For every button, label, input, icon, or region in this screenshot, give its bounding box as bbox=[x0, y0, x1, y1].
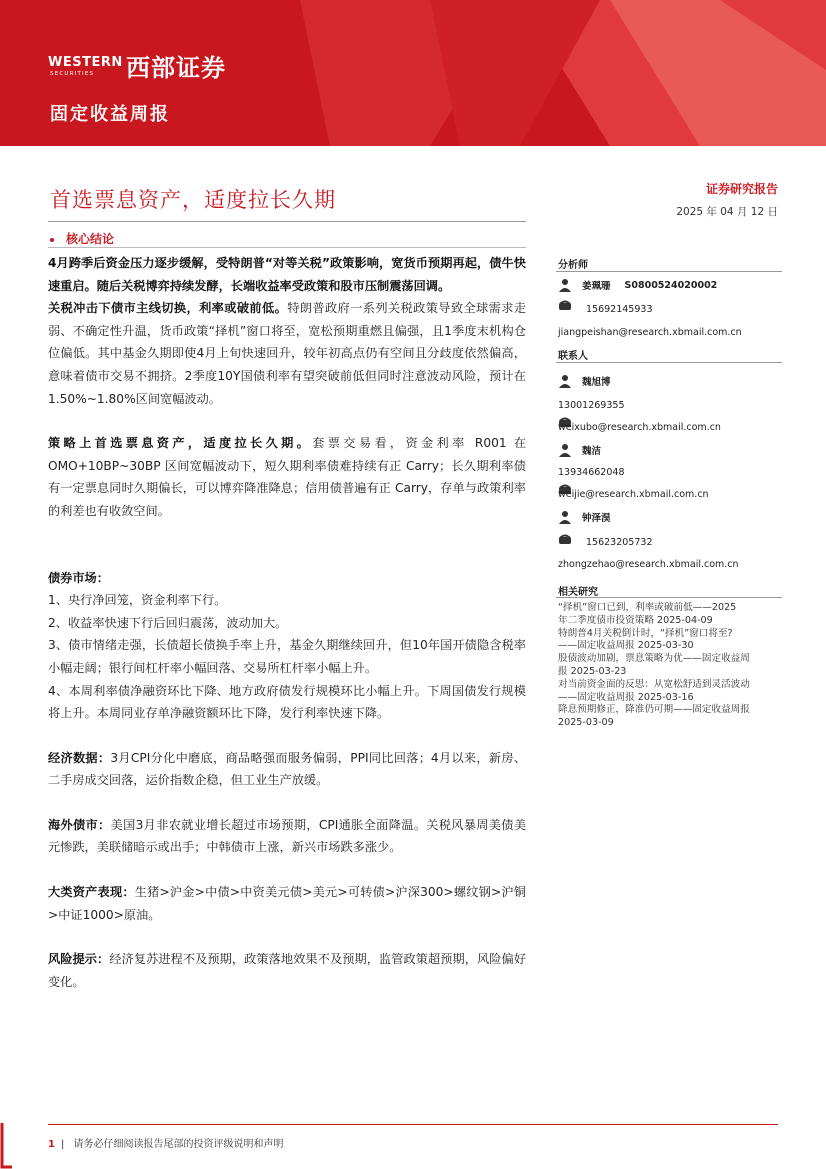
person-icon bbox=[558, 374, 572, 388]
footer: 1 | 请务必仔细阅读报告尾部的投资评级说明和声明 bbox=[48, 1139, 284, 1150]
related-item[interactable]: ——固定收益周报 2025-03-30 bbox=[558, 640, 694, 652]
contact-phone: 13934662048 bbox=[558, 467, 625, 478]
header-banner bbox=[0, 0, 826, 146]
related-item[interactable]: 2025-03-09 bbox=[558, 717, 614, 729]
bond-item: 3、债市情绪走强，长债超长债换手率上升，基金久期继续回升，但10年国开债隐含税率小幅走阔；银行间杠杆率小幅回落、交易所杠杆率小幅上升。 bbox=[48, 638, 526, 675]
bond-item: 4、本周利率债净融资环比下降、地方政府债发行规模环比小幅上升。下周国债发行规模将上升。本周同业存单净融资额环比下降，发行利率快速下降。 bbox=[48, 683, 526, 721]
analyst-name: 姜珮珊 bbox=[582, 281, 611, 292]
footer-disclaimer: 请务必仔细阅读报告尾部的投资评级说明和声明 bbox=[73, 1139, 284, 1150]
related-research-list bbox=[558, 602, 784, 730]
related-item[interactable]: 特朗普4月关税倒计时，“择机”窗口将至? bbox=[558, 627, 733, 639]
contact-heading: 联系人 bbox=[558, 351, 588, 362]
bullet-icon bbox=[50, 238, 54, 242]
analyst-heading: 分析师 bbox=[558, 260, 588, 271]
contact-email[interactable]: weijie@research.xbmail.com.cn bbox=[558, 489, 709, 500]
person-icon bbox=[558, 510, 572, 524]
contact-phone: 15623205732 bbox=[586, 537, 653, 548]
paragraph-overseas: 海外债市：美国3月非农就业增长超过市场预期，CPI通胀全面降温。关税风暴周美债美元惨跌，美联储暗示或出手；中韩债市上涨，新兴市场跌多涨少。 bbox=[48, 817, 527, 855]
related-item[interactable]: 报 2025-03-23 bbox=[558, 665, 627, 677]
contact-email[interactable]: zhongzehao@research.xbmail.com.cn bbox=[558, 559, 739, 570]
related-item[interactable]: 降息预期修正，降准仍可期——固定收益周报 bbox=[558, 704, 750, 716]
contact-name: 魏旭博 bbox=[582, 377, 611, 388]
report-type: 固定收益周报 bbox=[50, 104, 170, 125]
logo-chinese: 西部证券 bbox=[126, 54, 226, 82]
logo-subtitle: SECURITIES bbox=[50, 70, 95, 77]
paragraph-assets: 大类资产表现：生猪>沪金>中债>中资美元债>美元>可转债>沪深300>螺纹钢>沪铜>中证1000>原油。 bbox=[48, 885, 526, 922]
contact-email[interactable]: weixubo@research.xbmail.com.cn bbox=[558, 422, 721, 433]
doc-label: 证券研究报告 bbox=[705, 182, 778, 196]
analyst-email[interactable]: jiangpeishan@research.xbmail.com.cn bbox=[558, 327, 742, 338]
corner-decoration bbox=[0, 1123, 12, 1169]
phone-icon bbox=[558, 533, 572, 545]
bond-heading: 债券市场： bbox=[48, 570, 109, 585]
company-logo bbox=[48, 48, 226, 83]
footer-divider bbox=[48, 1124, 778, 1125]
related-divider bbox=[556, 597, 782, 598]
person-icon bbox=[558, 443, 572, 457]
bond-item: 2、收益率快速下行后回归震荡，波动加大。 bbox=[48, 615, 288, 630]
paragraph-risk: 风险提示：经济复苏进程不及预期，政策落地效果不及预期，监管政策超预期，风险偏好变化。 bbox=[48, 952, 527, 989]
contact-name-row bbox=[558, 374, 611, 388]
analyst-phone: 15692145933 bbox=[586, 304, 653, 315]
bond-item: 1、央行净回笼，资金利率下行。 bbox=[48, 593, 227, 608]
paragraph-summary: 4月跨季后资金压力逐步缓解，受特朗普“对等关税”政策影响，宽货币预期再起，债牛快速重启。随后关税博弈持续发酵，长端收益率受政策和股市压制震荡回调。 bbox=[48, 256, 526, 293]
related-item[interactable]: ——固定收益周报 2025-03-16 bbox=[558, 691, 694, 703]
contact-name: 魏洁 bbox=[582, 446, 602, 457]
report-title: 首选票息资产，适度拉长久期 bbox=[50, 188, 336, 212]
contact-divider bbox=[556, 362, 782, 363]
related-item[interactable]: 年二季度债市投资策略 2025-04-09 bbox=[558, 614, 713, 626]
title-divider bbox=[48, 221, 526, 222]
core-heading: 核心结论 bbox=[50, 230, 114, 247]
core-divider bbox=[48, 247, 526, 248]
related-item[interactable]: 对当前资金面的反思：从宽松舒适到灵活波动 bbox=[558, 678, 750, 690]
analyst-divider bbox=[556, 271, 782, 272]
related-item[interactable]: 股债波动加剧，票息策略为优——固定收益周 bbox=[558, 653, 750, 665]
paragraph-tariff: 关税冲击下债市主线切换，利率或破前低。特朗普政府一系列关税政策导致全球需求走弱、不确定性升温，货币政策“择机”窗口将至，宽松预期重燃且偏强，且1季度末机构仓位偏低。其中基金久期即使4月上旬快速回升，较年初高点仍有空间且分歧度依然偏高，意味着债市交易不拥挤。2季度10Y国债利率有望突破前低但同时注意波动风险，预计在 1.50%~1.80%区间宽幅波动。 bbox=[48, 301, 527, 406]
doc-date: 2025 年 04 月 12 日 bbox=[676, 206, 778, 218]
related-heading: 相关研究 bbox=[558, 587, 598, 598]
person-icon bbox=[558, 278, 572, 292]
paragraph-econ: 经济数据：3月CPI分化中磨底，商品略强而服务偏弱，PPI同比回落；4月以来，新房、二手房成交回落，运价指数企稳，但工业生产放缓。 bbox=[48, 750, 527, 788]
contact-phone: 13001269355 bbox=[558, 400, 625, 411]
analyst-name-row bbox=[558, 278, 717, 292]
phone-icon bbox=[558, 299, 572, 311]
paragraph-strategy: 策略上首选票息资产，适度拉长久期。套票交易看，资金利率 R001 在 OMO+10BP~30BP 区间宽幅波动下，短久期利率债难持续有正 Carry；长久期利率债有一定票息同时久期偏长，可以博弈降准降息；信用债普遍有正 Carry，存单与政策利率的利差也有收敛空间。 bbox=[48, 436, 527, 518]
logo-english: WESTERN bbox=[48, 54, 123, 70]
related-item[interactable]: “择机”窗口已到，利率或破前低——2025 bbox=[558, 602, 737, 613]
contact-name-row bbox=[558, 510, 611, 524]
contact-name: 钟泽淏 bbox=[582, 513, 611, 524]
analyst-id: S0800524020002 bbox=[624, 279, 718, 291]
main-body bbox=[48, 252, 526, 993]
page-number: 1 bbox=[48, 1139, 55, 1150]
contact-name-row bbox=[558, 443, 601, 457]
